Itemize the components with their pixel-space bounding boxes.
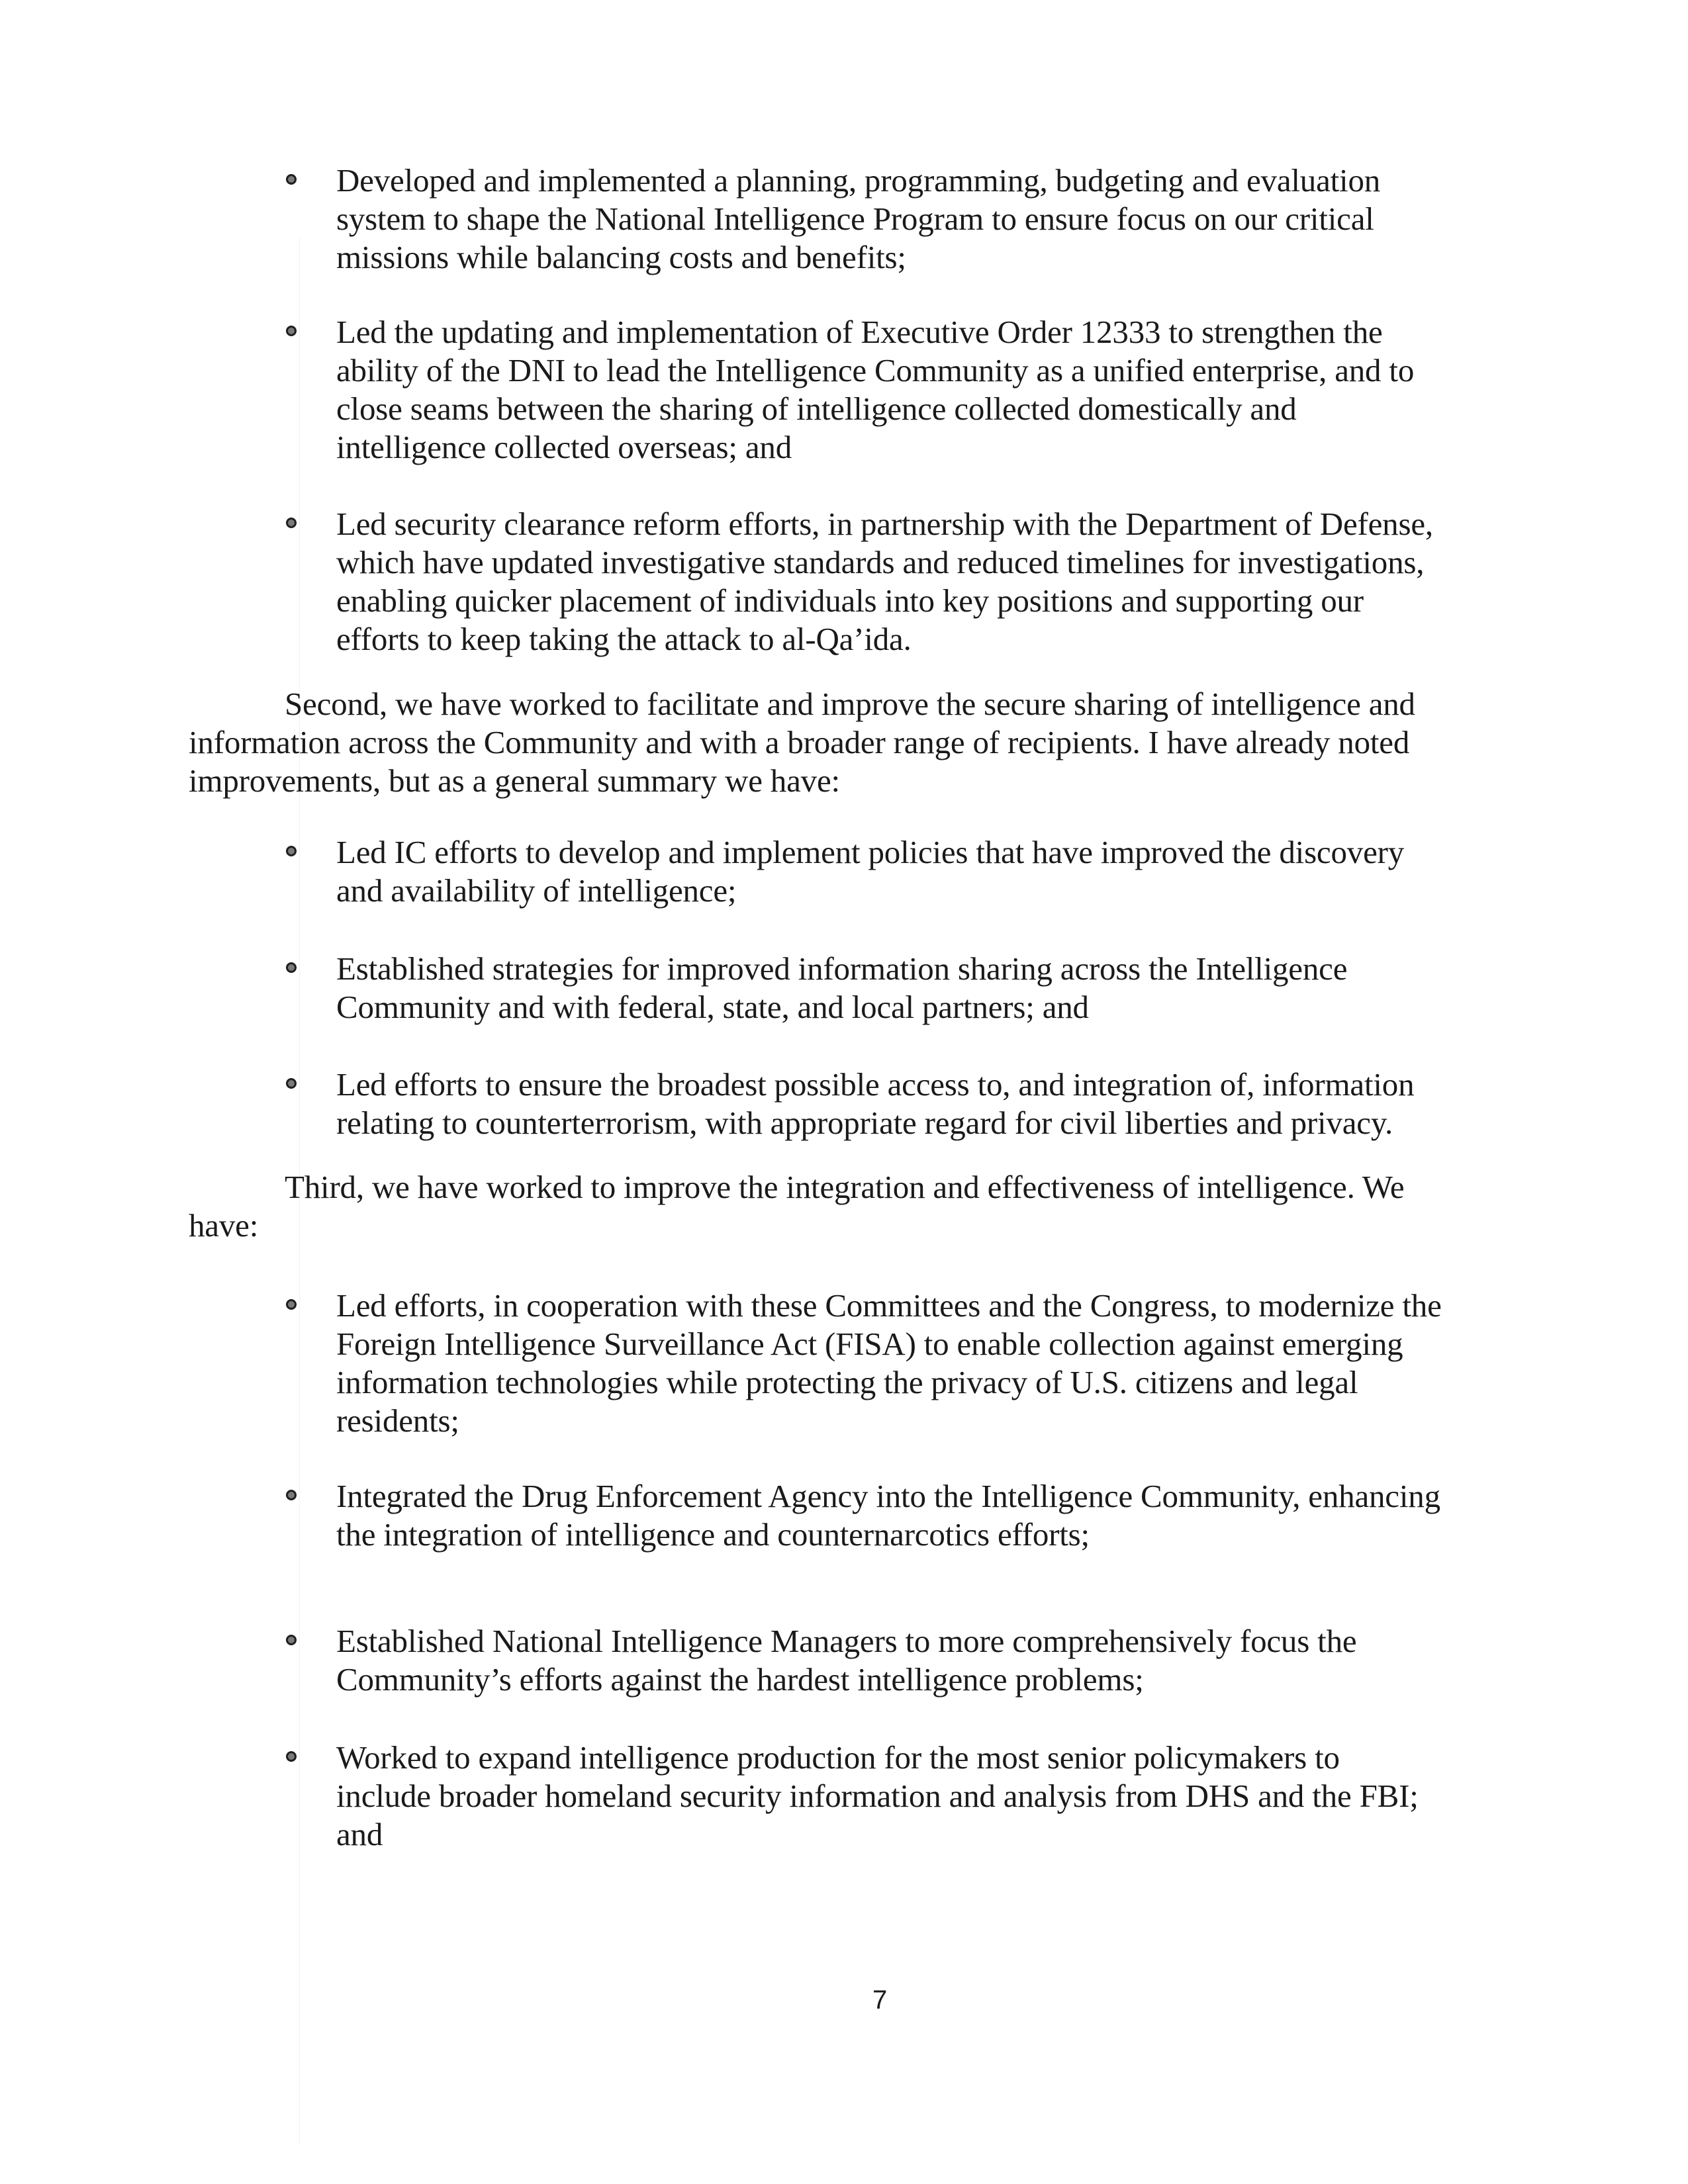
bullet-icon — [286, 518, 297, 528]
text-line: relating to counterterrorism, with appropriate regard for civil liberties and privacy. — [336, 1105, 1393, 1141]
bullet-text — [336, 833, 1404, 910]
bullet-text — [336, 505, 1433, 659]
bullet-text — [336, 313, 1414, 467]
text-line: Community and with federal, state, and local partners; and — [336, 989, 1089, 1025]
text-line: close seams between the sharing of intelligence collected domestically and — [336, 390, 1297, 427]
text-line: Led IC efforts to develop and implement policies that have improved the discovery — [336, 834, 1405, 870]
text-line: Worked to expand intelligence production for the most senior policymakers to — [336, 1739, 1340, 1776]
text-line: intelligence collected overseas; and — [336, 429, 792, 465]
text-line: system to shape the National Intelligence Program to ensure focus on our critical — [336, 201, 1374, 237]
text-line: have: — [189, 1207, 259, 1244]
text-line: the integration of intelligence and counternarcotics efforts; — [336, 1516, 1090, 1553]
bullet-icon — [286, 326, 297, 336]
bullet-text — [336, 950, 1347, 1026]
text-line: Third, we have worked to improve the integration and effectiveness of intelligence. We — [285, 1169, 1405, 1205]
bullet-icon — [286, 962, 297, 973]
text-line: Led efforts, in cooperation with these Committees and the Congress, to modernize the — [336, 1287, 1442, 1324]
text-line: Community’s efforts against the hardest intelligence problems; — [336, 1661, 1144, 1698]
text-line: Established National Intelligence Managers to more comprehensively focus the — [336, 1623, 1357, 1659]
bullet-text — [336, 1477, 1440, 1554]
text-line: Led efforts to ensure the broadest possible access to, and integration of, information — [336, 1066, 1415, 1103]
text-line: missions while balancing costs and benefits; — [336, 239, 906, 275]
text-line: Led the updating and implementation of Executive Order 12333 to strengthen the — [336, 314, 1383, 350]
text-line: efforts to keep taking the attack to al-Qa’ida. — [336, 621, 912, 657]
text-line: include broader homeland security information and analysis from DHS and the FBI; — [336, 1778, 1419, 1814]
bullet-icon — [286, 174, 297, 185]
text-line: Established strategies for improved information sharing across the Intelligence — [336, 950, 1348, 987]
text-line: Second, we have worked to facilitate and improve the secure sharing of intelligence and — [285, 686, 1415, 722]
text-line: residents; — [336, 1402, 459, 1439]
bullet-text — [336, 1066, 1414, 1142]
page-number: 7 — [872, 1985, 888, 2015]
bullet-text — [336, 1739, 1419, 1854]
text-line: information across the Community and with a broader range of recipients. I have already noted — [189, 724, 1410, 760]
text-line: Foreign Intelligence Surveillance Act (FISA) to enable collection against emerging — [336, 1326, 1403, 1362]
text-line: Integrated the Drug Enforcement Agency into the Intelligence Community, enhancing — [336, 1478, 1440, 1514]
bullet-icon — [286, 846, 297, 856]
text-line: information technologies while protecting the privacy of U.S. citizens and legal — [336, 1364, 1358, 1400]
text-line: Led security clearance reform efforts, in partnership with the Department of Defense, — [336, 506, 1433, 542]
text-line: enabling quicker placement of individuals into key positions and supporting our — [336, 582, 1364, 619]
bullet-icon — [286, 1078, 297, 1089]
paragraph-second — [189, 685, 1415, 800]
bullet-icon — [286, 1635, 297, 1645]
paragraph-third — [189, 1168, 1404, 1245]
bullet-icon — [286, 1490, 297, 1500]
text-line: which have updated investigative standards and reduced timelines for investigations, — [336, 544, 1425, 580]
text-line: improvements, but as a general summary we have: — [189, 762, 840, 799]
bullet-icon — [286, 1751, 297, 1762]
text-line: Developed and implemented a planning, programming, budgeting and evaluation — [336, 162, 1381, 199]
bullet-text — [336, 1287, 1442, 1440]
text-line: and — [336, 1816, 383, 1852]
bullet-icon — [286, 1299, 297, 1310]
text-line: ability of the DNI to lead the Intelligence Community as a unified enterprise, and to — [336, 352, 1415, 388]
bullet-text — [336, 161, 1380, 277]
text-line: and availability of intelligence; — [336, 872, 737, 909]
bullet-text — [336, 1622, 1356, 1699]
